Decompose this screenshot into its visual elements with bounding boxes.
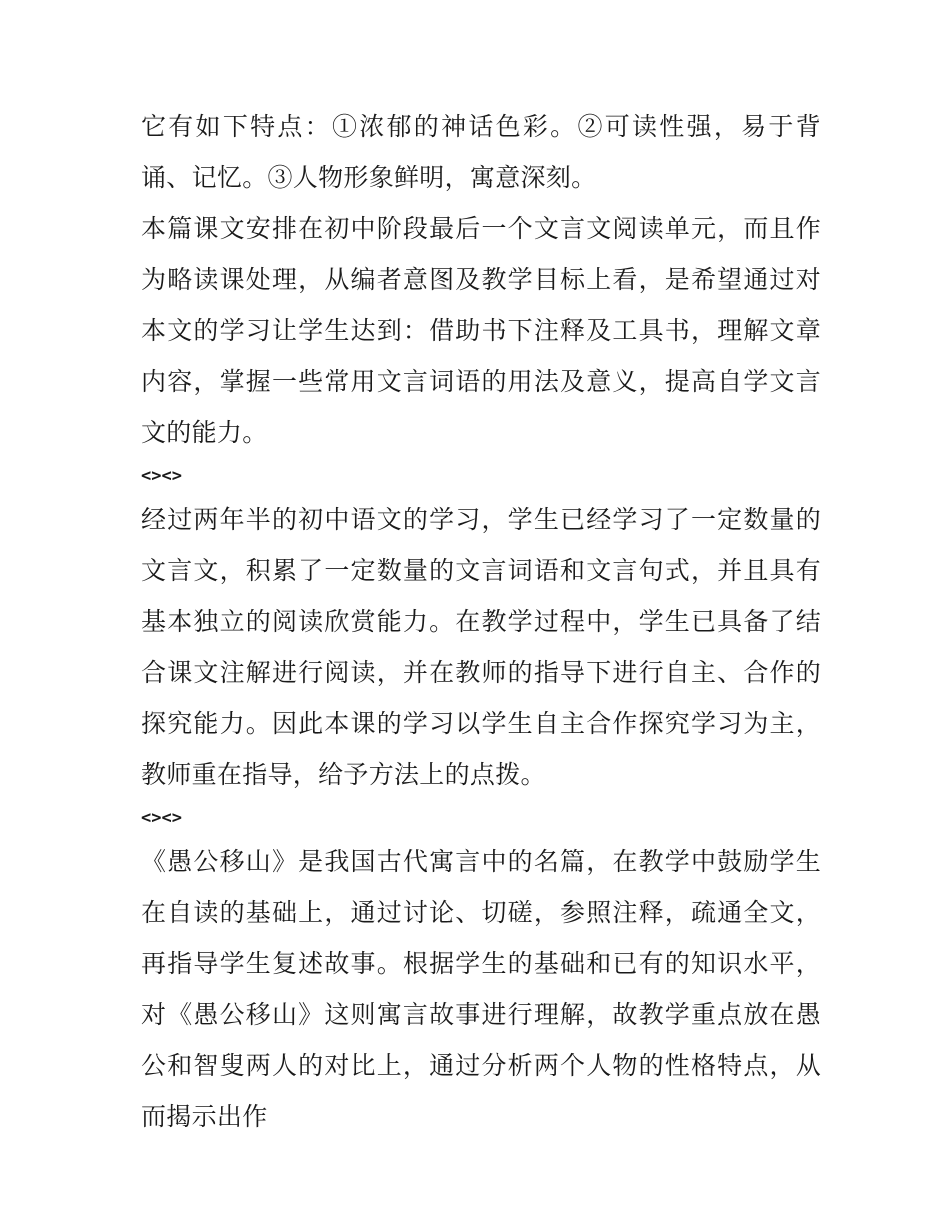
paragraph-features: 它有如下特点：①浓郁的神话色彩。②可读性强，易于背诵、记忆。③人物形象鲜明，寓意深刻。	[141, 112, 821, 192]
paragraph-teaching-method: 《愚公移山》是我国古代寓言中的名篇，在教学中鼓励学生在自读的基础上，通过讨论、切磋，参照注释，疏通全文，再指导学生复述故事。根据学生的基础和已有的知识水平，对《愚公移山》这则寓言故事进行理解，故教学重点放在愚公和智叟两人的对比上，通过分析两个人物的性格特点，从而揭示出作	[141, 847, 821, 1131]
paragraph-student-analysis: 经过两年半的初中语文的学习，学生已经学习了一定数量的文言文，积累了一定数量的文言词语和文言句式，并且具有基本独立的阅读欣赏能力。在教学过程中，学生已具备了结合课文注解进行阅读，并在教师的指导下进行自主、合作的探究能力。因此本课的学习以学生自主合作探究学习为主，教师重在指导，给予方法上的点拨。	[141, 505, 821, 789]
paragraph-textbook-analysis: 本篇课文安排在初中阶段最后一个文言文阅读单元，而且作为略读课处理，从编者意图及教学目标上看，是希望通过对本文的学习让学生达到：借助书下注释及工具书，理解文章内容，掌握一些常用文言词语的用法及意义，提高自学文言文的能力。	[141, 214, 821, 447]
document-body	[141, 101, 821, 1142]
section-separator: <><>	[141, 466, 182, 486]
section-separator: <><>	[141, 808, 182, 828]
